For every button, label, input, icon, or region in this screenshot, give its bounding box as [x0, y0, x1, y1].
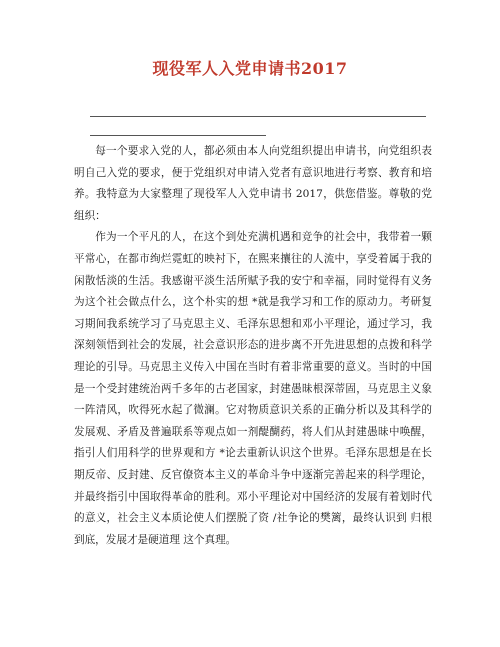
paragraph-main: 作为一个平凡的人，在这个到处充满机遇和竞争的社会中，我带着一颗平常心，在都市绚烂霓虹的映衬下，在熙来攘往的人流中，享受着属于我的闲散恬淡的生活。我感谢平淡生活所赋予我的安宁和幸福，同时觉得有义务为这个社会做点什么，这个朴实的想 *就是我学习和工作的原动力。考研复习期间我系统学习了马克思主义、毛泽东思想和邓小平理论，通过学习，我深刻领悟到社会的发展，社会意识形态的进步离不开先进思想的点拨和科学理论的引导。马克思主义传入中国在当时有着非常重要的意义。当时的中国是一个受封建统治两千多年的古老国家，封建愚昧根深蒂固，马克思主义象一阵清风，吹得死水起了微澜。它对物质意识关系的正确分析以及其科学的发展观、矛盾及普遍联系等观点如一剂醍醐药，将人们从封建愚昧中唤醒，指引人们用科学的世界观和方 *论去重新认识这个世界。毛泽东思想是在长期反帝、反封建、反官僚资本主义的革命斗争中逐渐完善起来的科学理论，并最终指引中国取得革命的胜利。邓小平理论对中国经济的发展有着划时代的意义，社会主义本质论使人们摆脱了资 /社争论的樊篱，最终认识到 归根到底，发展才是硬道理 这个真理。 [74, 231, 432, 546]
document-title: 现役军人入党申请书2017 [152, 59, 348, 78]
paragraph-intro: 每一个要求入党的人，都必须由本人向党组织提出申请书，向党组织表明自己入党的要求，便于党组织对申请入党者有意识地进行考察、教育和培养。我特意为大家整理了现役军人入党申请书 2017，供您借鉴。尊敬的党组织： [74, 145, 432, 222]
title-underline-long [90, 116, 426, 117]
document-body [74, 141, 432, 551]
title-underline-short [90, 135, 266, 136]
